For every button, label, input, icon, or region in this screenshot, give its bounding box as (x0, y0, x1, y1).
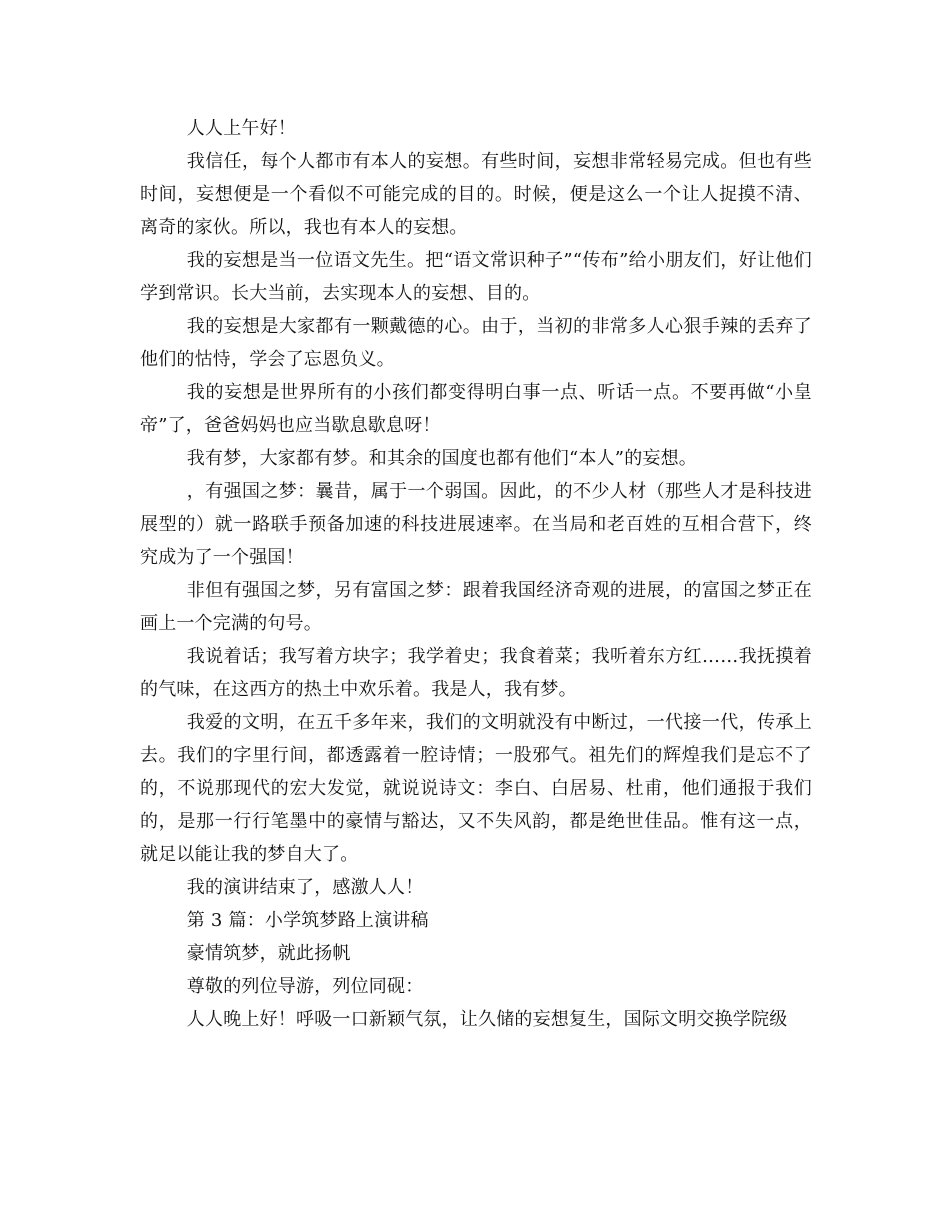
body-paragraph: ，有强国之梦：曩昔，属于一个弱国。因此，的不少人材（那些人才是科技进展型的）就一路联手预备加速的科技进展速率。在当局和老百姓的互相合营下，终究成为了一个强国！ (140, 481, 812, 568)
body-paragraph: 人人晚上好！呼吸一口新颖气氛，让久储的妄想复生，国际文明交换学院级 (186, 1009, 788, 1030)
body-paragraph: 我信任，每个人都市有本人的妄想。有些时间，妄想非常轻易完成。但也有些时间，妄想便是一个看似不可能完成的目的。时候，便是这么一个让人捉摸不清、离奇的家伙。所以，我也有本人的妄想。 (140, 151, 812, 238)
body-paragraph: 我有梦，大家都有梦。和其余的国度也都有他们“本人”的妄想。 (186, 448, 697, 469)
body-paragraph: 我的妄想是世界所有的小孩们都变得明白事一点、听话一点。不要再做“小皇帝”了，爸爸妈妈也应当歇息歇息呀！ (140, 382, 812, 436)
speech-title: 豪情筑梦，就此扬帆 (186, 943, 351, 964)
body-paragraph: 非但有强国之梦，另有富国之梦：跟着我国经济奇观的进展，的富国之梦正在画上一个完满的句号。 (140, 580, 812, 634)
body-paragraph: 我的妄想是大家都有一颗戴德的心。由于，当初的非常多人心狠手辣的丢弃了他们的怙恃，学会了忘恩负义。 (140, 316, 812, 370)
greeting-paragraph: 人人上午好！ (186, 118, 296, 139)
document-page (140, 112, 812, 1036)
section-heading: 第 3 篇：小学筑梦路上演讲稿 (186, 910, 429, 931)
body-paragraph: 我爱的文明，在五千多年来，我们的文明就没有中断过，一代接一代，传承上去。我们的字里行间，都透露着一腔诗情；一股邪气。祖先们的辉煌我们是忘不了的，不说那现代的宏大发觉，就说说诗文：李白、白居易、杜甫，他们通报于我们的，是那一行行笔墨中的豪情与豁达，又不失风韵，都是绝世佳品。惟有这一点，就足以能让我的梦自大了。 (140, 712, 812, 865)
closing-paragraph: 我的演讲结束了，感激人人！ (186, 877, 424, 898)
body-paragraph: 我的妄想是当一位语文先生。把“语文常识种子”“传布”给小朋友们，好让他们学到常识。长大当前，去实现本人的妄想、目的。 (140, 250, 812, 304)
body-paragraph: 我说着话；我写着方块字；我学着史；我食着菜；我听着东方红……我抚摸着的气味，在这西方的热土中欢乐着。我是人，我有梦。 (140, 646, 812, 700)
salutation: 尊敬的列位导游，列位同砚： (186, 976, 424, 997)
